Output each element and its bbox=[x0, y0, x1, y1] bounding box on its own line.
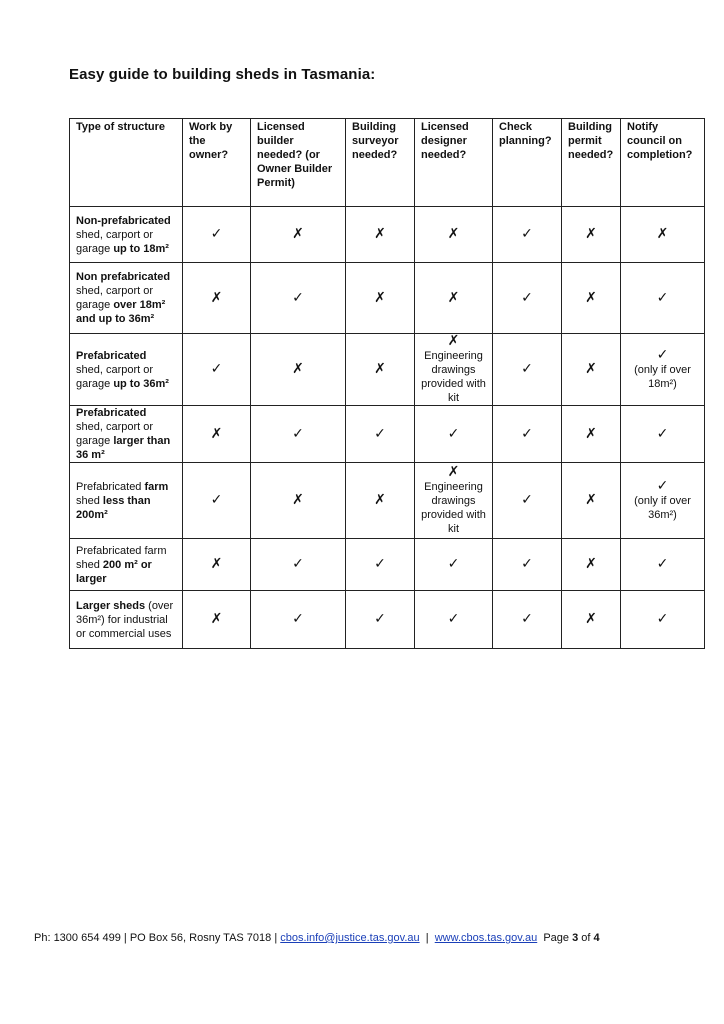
cell-building-permit bbox=[562, 463, 621, 539]
structure-cell bbox=[70, 263, 183, 334]
check-icon: ✓ bbox=[521, 492, 533, 508]
cross-icon: ✗ bbox=[374, 226, 386, 242]
cell-note: Engineering drawings provided with kit bbox=[421, 481, 486, 535]
cell-work-by-owner bbox=[183, 539, 251, 591]
check-icon: ✓ bbox=[210, 226, 223, 242]
cross-icon: ✗ bbox=[374, 361, 386, 377]
structure-cell bbox=[70, 334, 183, 406]
structure-text: Prefabricated bbox=[76, 407, 147, 419]
footer-separator: | bbox=[419, 932, 435, 944]
cross-icon: ✗ bbox=[447, 226, 460, 242]
cell-licensed-builder bbox=[251, 591, 346, 649]
check-icon: ✓ bbox=[292, 556, 304, 572]
cross-icon: ✗ bbox=[292, 361, 304, 377]
header-notify-council: Notify council on completion? bbox=[621, 119, 705, 207]
header-licensed-designer: Licensed designer needed? bbox=[415, 119, 493, 207]
cross-icon: ✗ bbox=[585, 492, 597, 508]
check-icon: ✓ bbox=[656, 289, 669, 306]
cell-work-by-owner bbox=[183, 334, 251, 406]
cell-check-planning bbox=[493, 207, 562, 263]
cross-icon: ✗ bbox=[585, 611, 597, 627]
page-of: of bbox=[578, 932, 594, 944]
check-icon: ✓ bbox=[521, 361, 533, 377]
check-icon: ✓ bbox=[447, 556, 460, 572]
cross-icon: ✗ bbox=[292, 226, 304, 242]
cross-icon: ✗ bbox=[585, 289, 597, 306]
cross-icon: ✗ bbox=[374, 289, 386, 306]
check-icon: ✓ bbox=[521, 425, 533, 442]
cell-building-surveyor bbox=[346, 463, 415, 539]
cell-note: Engineering drawings provided with kit bbox=[421, 350, 486, 404]
structure-text: larger than 36 m² bbox=[76, 435, 171, 461]
structure-text: shed, carport or garage bbox=[76, 228, 154, 255]
cell-notify-council bbox=[621, 263, 705, 334]
cell-licensed-designer bbox=[415, 334, 493, 406]
cell-licensed-builder bbox=[251, 334, 346, 406]
header-licensed-builder: Licensed builder needed? (or Owner Builder Permit) bbox=[251, 119, 346, 207]
structure-cell bbox=[70, 406, 183, 463]
check-icon: ✓ bbox=[374, 556, 386, 572]
check-icon: ✓ bbox=[374, 611, 386, 627]
cell-licensed-builder bbox=[251, 263, 346, 334]
page-total: 4 bbox=[593, 932, 600, 944]
structure-text: less than 200m² bbox=[76, 494, 151, 521]
structure-text: (over 36m²) for industrial or commercial uses bbox=[76, 599, 174, 640]
cell-building-permit bbox=[562, 406, 621, 463]
check-icon: ✓ bbox=[656, 556, 669, 572]
cell-notify-council bbox=[621, 539, 705, 591]
cell-check-planning bbox=[493, 406, 562, 463]
cross-icon: ✗ bbox=[210, 425, 223, 442]
cell-check-planning bbox=[493, 539, 562, 591]
table-row bbox=[70, 406, 705, 463]
structure-text: Prefabricated bbox=[76, 349, 147, 362]
cell-licensed-designer bbox=[415, 263, 493, 334]
cross-icon: ✗ bbox=[585, 226, 597, 242]
cell-licensed-designer bbox=[415, 406, 493, 463]
structure-text: 200 m² or larger bbox=[76, 558, 152, 585]
cell-building-surveyor bbox=[346, 406, 415, 463]
cell-notify-council bbox=[621, 207, 705, 263]
cell-licensed-designer bbox=[415, 463, 493, 539]
structure-cell bbox=[70, 463, 183, 539]
structure-text: farm bbox=[144, 480, 169, 493]
structure-text: Larger sheds bbox=[76, 599, 146, 612]
table-row bbox=[70, 263, 705, 334]
cross-icon: ✗ bbox=[585, 425, 597, 442]
structure-text: shed, carport or garage bbox=[76, 285, 154, 311]
check-icon: ✓ bbox=[521, 289, 533, 306]
table-body bbox=[70, 207, 705, 649]
check-icon: ✓ bbox=[374, 425, 386, 442]
structure-text: Non-prefabricated bbox=[76, 214, 171, 227]
structure-text: shed bbox=[76, 494, 103, 507]
cell-licensed-builder bbox=[251, 539, 346, 591]
structure-text: up to 18m² bbox=[113, 242, 169, 255]
page-footer bbox=[34, 932, 600, 944]
cell-building-permit bbox=[562, 539, 621, 591]
structure-cell bbox=[70, 591, 183, 649]
footer-contact: Ph: 1300 654 499 | PO Box 56, Rosny TAS 7018 | bbox=[34, 932, 281, 944]
email-link[interactable]: cbos.info@justice.tas.gov.au bbox=[280, 932, 420, 944]
cell-licensed-builder bbox=[251, 406, 346, 463]
check-icon: ✓ bbox=[210, 361, 223, 377]
cell-check-planning bbox=[493, 263, 562, 334]
shed-guide-table bbox=[69, 118, 705, 649]
cell-work-by-owner bbox=[183, 591, 251, 649]
table-row bbox=[70, 539, 705, 591]
header-check-planning: Check planning? bbox=[493, 119, 562, 207]
structure-text: shed, carport or garage bbox=[76, 421, 154, 447]
page-title: Easy guide to building sheds in Tasmania: bbox=[69, 66, 376, 83]
cell-work-by-owner bbox=[183, 463, 251, 539]
page-label: Page bbox=[537, 932, 573, 944]
cell-note: (only if over 18m²) bbox=[634, 364, 691, 390]
table-row bbox=[70, 207, 705, 263]
cell-building-surveyor bbox=[346, 539, 415, 591]
check-icon: ✓ bbox=[447, 425, 460, 442]
cell-work-by-owner bbox=[183, 263, 251, 334]
cell-notify-council bbox=[621, 406, 705, 463]
cell-building-surveyor bbox=[346, 591, 415, 649]
structure-text: Prefabricated farm shed bbox=[76, 544, 167, 571]
check-icon: ✓ bbox=[292, 611, 304, 627]
cross-icon: ✗ bbox=[585, 556, 597, 572]
cell-check-planning bbox=[493, 334, 562, 406]
cell-building-surveyor bbox=[346, 263, 415, 334]
cross-icon: ✗ bbox=[585, 361, 597, 377]
structure-text: Prefabricated bbox=[76, 480, 145, 493]
cell-check-planning bbox=[493, 463, 562, 539]
cross-icon: ✗ bbox=[210, 289, 223, 306]
check-icon: ✓ bbox=[447, 611, 460, 627]
check-icon: ✓ bbox=[292, 425, 304, 442]
header-building-permit: Building permit needed? bbox=[562, 119, 621, 207]
cell-work-by-owner bbox=[183, 207, 251, 263]
cell-licensed-designer bbox=[415, 591, 493, 649]
cell-licensed-designer bbox=[415, 207, 493, 263]
page-current: 3 bbox=[572, 932, 579, 944]
cell-check-planning bbox=[493, 591, 562, 649]
cross-icon: ✗ bbox=[447, 289, 460, 306]
cell-building-permit bbox=[562, 207, 621, 263]
cell-licensed-designer bbox=[415, 539, 493, 591]
table-header-row bbox=[70, 119, 705, 207]
cell-building-permit bbox=[562, 591, 621, 649]
header-type-of-structure: Type of structure bbox=[70, 119, 183, 207]
table-row bbox=[70, 334, 705, 406]
cross-icon: ✗ bbox=[374, 492, 386, 508]
structure-cell bbox=[70, 207, 183, 263]
check-icon: ✓ bbox=[656, 611, 669, 627]
cross-icon: ✗ bbox=[447, 333, 460, 349]
cell-notify-council bbox=[621, 591, 705, 649]
check-icon: ✓ bbox=[656, 478, 669, 494]
cell-notify-council bbox=[621, 463, 705, 539]
website-link[interactable]: www.cbos.tas.gov.au bbox=[434, 932, 538, 944]
cross-icon: ✗ bbox=[210, 611, 223, 627]
cell-building-permit bbox=[562, 334, 621, 406]
cell-building-surveyor bbox=[346, 207, 415, 263]
table-row bbox=[70, 463, 705, 539]
check-icon: ✓ bbox=[521, 226, 533, 242]
structure-text: up to 36m² bbox=[113, 377, 169, 390]
cell-note: (only if over 36m²) bbox=[634, 495, 691, 521]
header-building-surveyor: Building surveyor needed? bbox=[346, 119, 415, 207]
check-icon: ✓ bbox=[656, 425, 669, 442]
check-icon: ✓ bbox=[521, 556, 533, 572]
cell-notify-council bbox=[621, 334, 705, 406]
structure-text: Non prefabricated bbox=[76, 271, 171, 283]
check-icon: ✓ bbox=[521, 611, 533, 627]
check-icon: ✓ bbox=[210, 492, 223, 508]
cell-work-by-owner bbox=[183, 406, 251, 463]
header-work-by-owner: Work by the owner? bbox=[183, 119, 251, 207]
structure-text: over 18m² and up to 36m² bbox=[76, 299, 166, 325]
cell-licensed-builder bbox=[251, 463, 346, 539]
cross-icon: ✗ bbox=[210, 556, 223, 572]
structure-cell bbox=[70, 539, 183, 591]
cell-building-permit bbox=[562, 263, 621, 334]
table-row bbox=[70, 591, 705, 649]
structure-text: shed, carport or garage bbox=[76, 363, 154, 390]
check-icon: ✓ bbox=[292, 289, 304, 306]
cell-licensed-builder bbox=[251, 207, 346, 263]
check-icon: ✓ bbox=[656, 347, 669, 363]
cross-icon: ✗ bbox=[292, 492, 304, 508]
cross-icon: ✗ bbox=[447, 464, 460, 480]
cross-icon: ✗ bbox=[656, 226, 669, 242]
cell-building-surveyor bbox=[346, 334, 415, 406]
